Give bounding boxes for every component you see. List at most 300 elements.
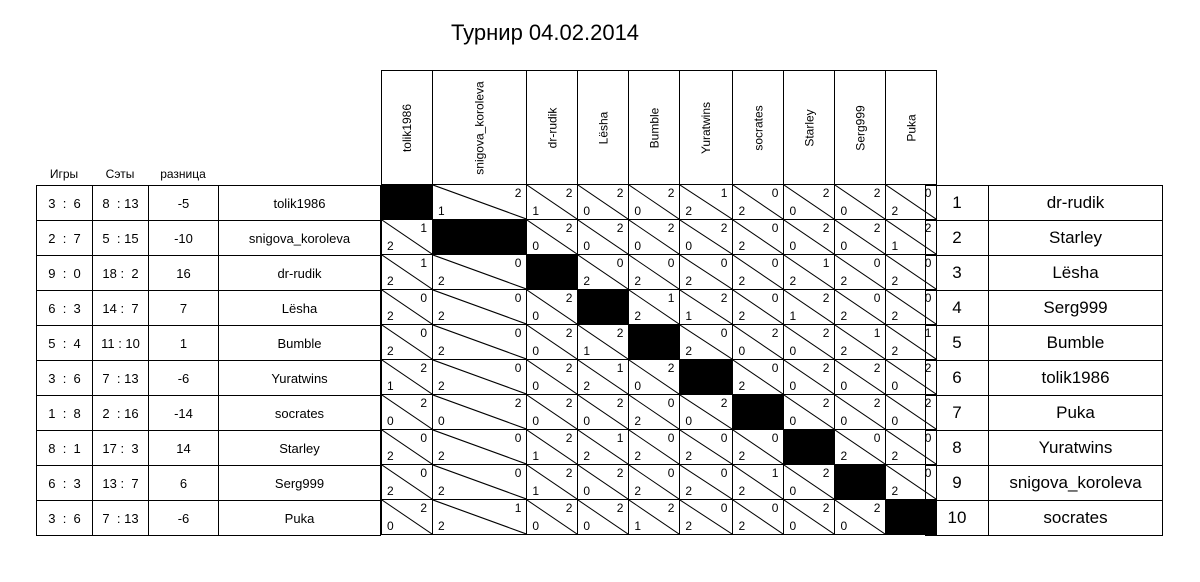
score-cell (680, 500, 733, 535)
score-top: 0 (420, 291, 427, 305)
score-bottom: 2 (438, 484, 445, 498)
score-top: 2 (420, 396, 427, 410)
rank-place: 10 (926, 501, 989, 536)
score-cell (629, 395, 680, 430)
score-cell (382, 255, 433, 290)
score-cell (527, 325, 578, 360)
player-name: Starley (219, 431, 381, 466)
score-cell (578, 255, 629, 290)
score-bottom: 2 (438, 344, 445, 358)
column-header (835, 71, 886, 185)
score-bottom: 0 (532, 239, 540, 253)
score-bottom: 0 (438, 414, 445, 428)
score-cell (578, 500, 629, 535)
score-cell (680, 220, 733, 255)
ranking-row (926, 326, 1163, 361)
score-cell (733, 360, 784, 395)
score-top: 2 (667, 361, 675, 375)
score-top: 2 (565, 466, 573, 480)
score-bottom: 2 (438, 519, 445, 533)
ranking-row (926, 256, 1163, 291)
score-top: 2 (720, 221, 728, 235)
score-bottom: 0 (789, 239, 797, 253)
player-diff: 16 (149, 256, 219, 291)
score-cell (629, 255, 680, 290)
score-bottom: 2 (685, 344, 693, 358)
score-cell (784, 500, 835, 535)
score-bottom: 0 (685, 239, 693, 253)
diagonal-cell (382, 185, 433, 220)
score-top: 2 (565, 501, 573, 515)
score-top: 0 (514, 326, 522, 340)
score-cell (433, 360, 527, 395)
score-top: 2 (420, 361, 427, 375)
stats-row (37, 186, 381, 221)
score-bottom: 2 (634, 309, 642, 323)
score-bottom: 0 (789, 204, 797, 218)
games-header: Игры (49, 167, 79, 181)
column-header (680, 71, 733, 185)
grid-row (382, 395, 937, 430)
score-cell (680, 465, 733, 500)
score-top: 2 (771, 326, 779, 340)
ranking-row (926, 186, 1163, 221)
column-header-name: socrates (751, 105, 766, 151)
score-cell (784, 290, 835, 325)
score-cell (382, 290, 433, 325)
rank-name: tolik1986 (989, 361, 1163, 396)
score-cell (733, 430, 784, 465)
score-cell (527, 360, 578, 395)
player-games: 3 : 6 (37, 501, 93, 536)
score-top: 2 (924, 396, 932, 410)
grid-row (382, 360, 937, 395)
diagonal-line (433, 500, 526, 534)
score-top: 2 (667, 501, 675, 515)
player-name: socrates (219, 396, 381, 431)
score-top: 1 (514, 501, 522, 515)
score-bottom: 1 (532, 204, 540, 218)
column-header-name: tolik1986 (399, 103, 414, 153)
stats-row (37, 466, 381, 501)
score-bottom: 2 (738, 274, 746, 288)
player-name: tolik1986 (219, 186, 381, 221)
score-cell (578, 220, 629, 255)
stats-row (37, 361, 381, 396)
score-cell (835, 430, 886, 465)
diagonal-line (433, 325, 526, 359)
score-top: 0 (924, 291, 932, 305)
score-cell (835, 325, 886, 360)
score-top: 2 (720, 291, 728, 305)
score-top: 0 (771, 186, 779, 200)
score-cell (784, 220, 835, 255)
score-cell (578, 185, 629, 220)
score-cell (835, 220, 886, 255)
score-top: 1 (771, 466, 779, 480)
score-bottom: 2 (738, 379, 746, 393)
player-name: snigova_koroleva (219, 221, 381, 256)
diagonal-line (433, 290, 526, 324)
player-diff: -14 (149, 396, 219, 431)
player-sets: 14 : 7 (93, 291, 149, 326)
score-bottom: 2 (891, 449, 899, 463)
score-top: 0 (720, 431, 728, 445)
ranking-row (926, 396, 1163, 431)
score-bottom: 1 (583, 344, 591, 358)
rank-name: Bumble (989, 326, 1163, 361)
score-top: 0 (720, 466, 728, 480)
score-bottom: 2 (583, 274, 591, 288)
ranking-row (926, 501, 1163, 536)
grid-header-row (382, 71, 937, 185)
score-cell (527, 430, 578, 465)
score-bottom: 2 (634, 449, 642, 463)
score-top: 0 (771, 431, 779, 445)
score-cell (382, 500, 433, 535)
player-sets: 13 : 7 (93, 466, 149, 501)
score-cell (835, 290, 886, 325)
column-header-name: Puka (904, 114, 919, 142)
diagonal-cell (835, 465, 886, 500)
score-bottom: 2 (789, 274, 797, 288)
score-bottom: 2 (685, 274, 693, 288)
score-bottom: 2 (634, 484, 642, 498)
player-name: Bumble (219, 326, 381, 361)
score-bottom: 1 (438, 204, 445, 218)
rank-place: 2 (926, 221, 989, 256)
grid-row (382, 290, 937, 325)
score-bottom: 1 (532, 449, 540, 463)
column-header-name: dr-rudik (545, 107, 560, 149)
score-top: 2 (873, 361, 881, 375)
player-games: 9 : 0 (37, 256, 93, 291)
diagonal-line (433, 395, 526, 429)
score-top: 1 (667, 291, 675, 305)
score-bottom: 2 (840, 309, 848, 323)
player-games: 3 : 6 (37, 186, 93, 221)
score-bottom: 0 (891, 414, 899, 428)
stats-row (37, 431, 381, 466)
score-cell (733, 290, 784, 325)
diagonal-cell (578, 290, 629, 325)
score-bottom: 2 (840, 344, 848, 358)
score-top: 2 (616, 326, 624, 340)
score-top: 0 (924, 186, 932, 200)
score-top: 2 (565, 396, 573, 410)
player-sets: 5 : 15 (93, 221, 149, 256)
score-cell (680, 290, 733, 325)
rank-name: Serg999 (989, 291, 1163, 326)
score-cell (835, 360, 886, 395)
score-top: 2 (565, 291, 573, 305)
score-top: 1 (924, 326, 932, 340)
score-top: 0 (873, 256, 881, 270)
score-top: 2 (873, 221, 881, 235)
score-top: 2 (616, 501, 624, 515)
score-bottom: 1 (789, 309, 797, 323)
score-bottom: 0 (532, 344, 540, 358)
column-header (733, 71, 784, 185)
score-bottom: 2 (891, 274, 899, 288)
score-bottom: 2 (438, 449, 445, 463)
score-cell (784, 255, 835, 290)
player-games: 1 : 8 (37, 396, 93, 431)
score-top: 2 (565, 361, 573, 375)
ranking-row (926, 431, 1163, 466)
score-top: 0 (771, 291, 779, 305)
score-cell (784, 185, 835, 220)
score-bottom: 0 (583, 239, 591, 253)
score-cell (680, 185, 733, 220)
rank-name: dr-rudik (989, 186, 1163, 221)
diagonal-cell (527, 255, 578, 290)
score-top: 2 (616, 396, 624, 410)
rank-name: snigova_koroleva (989, 466, 1163, 501)
score-top: 2 (616, 221, 624, 235)
score-bottom: 2 (891, 309, 899, 323)
results-grid (381, 70, 937, 535)
ranking-row (926, 361, 1163, 396)
score-bottom: 2 (634, 274, 642, 288)
score-bottom: 2 (840, 274, 848, 288)
score-cell (629, 220, 680, 255)
score-top: 0 (720, 256, 728, 270)
score-top: 2 (822, 291, 830, 305)
score-bottom: 0 (583, 519, 591, 533)
score-top: 2 (616, 466, 624, 480)
score-cell (629, 185, 680, 220)
score-top: 2 (873, 186, 881, 200)
rank-place: 8 (926, 431, 989, 466)
score-top: 2 (822, 186, 830, 200)
score-bottom: 2 (840, 449, 848, 463)
score-cell (433, 290, 527, 325)
rank-place: 4 (926, 291, 989, 326)
score-cell (527, 220, 578, 255)
column-header (433, 71, 527, 185)
score-top: 1 (616, 361, 624, 375)
score-bottom: 2 (387, 239, 394, 253)
score-top: 2 (616, 186, 624, 200)
score-top: 2 (667, 186, 675, 200)
score-cell (578, 360, 629, 395)
grid-row (382, 325, 937, 360)
score-top: 0 (667, 466, 675, 480)
score-bottom: 0 (789, 344, 797, 358)
score-bottom: 1 (685, 309, 693, 323)
score-top: 0 (720, 501, 728, 515)
player-name: Puka (219, 501, 381, 536)
score-cell (680, 255, 733, 290)
score-top: 2 (822, 501, 830, 515)
score-bottom: 0 (789, 484, 797, 498)
rank-name: socrates (989, 501, 1163, 536)
score-bottom: 2 (685, 484, 693, 498)
diagonal-cell (680, 360, 733, 395)
score-bottom: 2 (738, 484, 746, 498)
score-bottom: 2 (891, 344, 899, 358)
score-top: 2 (822, 361, 830, 375)
diagonal-cell (784, 430, 835, 465)
player-diff: 7 (149, 291, 219, 326)
score-cell (527, 500, 578, 535)
score-top: 1 (822, 256, 830, 270)
ranking-row (926, 466, 1163, 501)
player-diff: 1 (149, 326, 219, 361)
grid-row (382, 220, 937, 255)
score-top: 2 (822, 396, 830, 410)
score-bottom: 0 (532, 379, 540, 393)
score-cell (629, 360, 680, 395)
ranking-table (925, 185, 1163, 536)
score-cell (733, 465, 784, 500)
grid-row (382, 255, 937, 290)
player-diff: -10 (149, 221, 219, 256)
column-header (382, 71, 433, 185)
stats-row (37, 501, 381, 536)
score-top: 1 (420, 221, 427, 235)
score-cell (382, 395, 433, 430)
score-cell (382, 465, 433, 500)
player-name: Lёsha (219, 291, 381, 326)
score-top: 0 (420, 466, 427, 480)
score-top: 0 (514, 291, 522, 305)
score-bottom: 2 (387, 344, 394, 358)
score-top: 0 (667, 431, 675, 445)
score-cell (527, 465, 578, 500)
score-cell (382, 220, 433, 255)
ranking-row (926, 291, 1163, 326)
score-bottom: 2 (738, 239, 746, 253)
score-bottom: 0 (532, 519, 540, 533)
diagonal-cell (433, 220, 527, 255)
score-cell (433, 465, 527, 500)
player-name: dr-rudik (219, 256, 381, 291)
score-bottom: 0 (532, 414, 540, 428)
score-bottom: 1 (891, 239, 899, 253)
player-sets: 2 : 16 (93, 396, 149, 431)
score-top: 2 (565, 326, 573, 340)
stats-row (37, 291, 381, 326)
score-top: 0 (667, 396, 675, 410)
score-top: 2 (822, 326, 830, 340)
player-diff: 14 (149, 431, 219, 466)
score-cell (578, 395, 629, 430)
score-cell (835, 255, 886, 290)
stats-row (37, 256, 381, 291)
score-bottom: 0 (634, 239, 642, 253)
score-bottom: 2 (685, 519, 693, 533)
score-bottom: 2 (438, 309, 445, 323)
score-bottom: 2 (387, 309, 394, 323)
score-cell (680, 395, 733, 430)
score-top: 2 (514, 396, 522, 410)
rank-name: Yuratwins (989, 431, 1163, 466)
player-games: 6 : 3 (37, 291, 93, 326)
score-top: 0 (771, 256, 779, 270)
score-bottom: 2 (891, 204, 899, 218)
score-top: 2 (565, 221, 573, 235)
diagonal-cell (733, 395, 784, 430)
column-header (629, 71, 680, 185)
score-bottom: 0 (789, 379, 797, 393)
rank-place: 3 (926, 256, 989, 291)
column-header-name: Lёsha (596, 111, 611, 145)
score-top: 1 (873, 326, 881, 340)
score-bottom: 2 (738, 449, 746, 463)
score-top: 0 (924, 466, 932, 480)
column-header (578, 71, 629, 185)
score-cell (733, 255, 784, 290)
score-top: 0 (771, 221, 779, 235)
score-bottom: 0 (840, 379, 848, 393)
column-header (784, 71, 835, 185)
score-bottom: 2 (438, 274, 445, 288)
score-top: 0 (616, 256, 624, 270)
score-top: 2 (924, 361, 932, 375)
score-cell (680, 430, 733, 465)
player-games: 6 : 3 (37, 466, 93, 501)
score-top: 2 (565, 186, 573, 200)
score-top: 1 (720, 186, 728, 200)
stats-table (36, 185, 381, 536)
score-cell (680, 325, 733, 360)
ranking-row (926, 221, 1163, 256)
score-top: 0 (873, 431, 881, 445)
score-bottom: 0 (789, 414, 797, 428)
player-diff: 6 (149, 466, 219, 501)
column-header-name: Starley (802, 109, 817, 147)
score-cell (784, 360, 835, 395)
score-cell (382, 325, 433, 360)
score-bottom: 0 (685, 414, 693, 428)
score-bottom: 2 (738, 519, 746, 533)
score-bottom: 1 (634, 519, 642, 533)
score-bottom: 2 (387, 274, 394, 288)
score-top: 0 (514, 466, 522, 480)
player-name: Serg999 (219, 466, 381, 501)
score-cell (629, 430, 680, 465)
score-cell (629, 290, 680, 325)
grid-row (382, 465, 937, 500)
sets-header: Сэты (105, 167, 135, 181)
diagonal-line (433, 255, 526, 289)
score-top: 2 (565, 431, 573, 445)
score-cell (527, 290, 578, 325)
player-sets: 18 : 2 (93, 256, 149, 291)
score-cell (784, 465, 835, 500)
stats-row (37, 221, 381, 256)
score-cell (433, 255, 527, 290)
score-bottom: 0 (583, 414, 591, 428)
column-header-name: Yuratwins (699, 101, 714, 155)
column-header (527, 71, 578, 185)
rank-place: 1 (926, 186, 989, 221)
player-sets: 17 : 3 (93, 431, 149, 466)
score-bottom: 2 (387, 449, 394, 463)
score-bottom: 0 (387, 414, 394, 428)
score-cell (835, 500, 886, 535)
score-top: 2 (720, 396, 728, 410)
score-bottom: 2 (685, 449, 693, 463)
score-top: 2 (420, 501, 427, 515)
player-sets: 8 : 13 (93, 186, 149, 221)
score-top: 0 (720, 326, 728, 340)
score-top: 0 (873, 291, 881, 305)
column-header-name: Serg999 (853, 105, 868, 151)
score-top: 2 (924, 221, 932, 235)
